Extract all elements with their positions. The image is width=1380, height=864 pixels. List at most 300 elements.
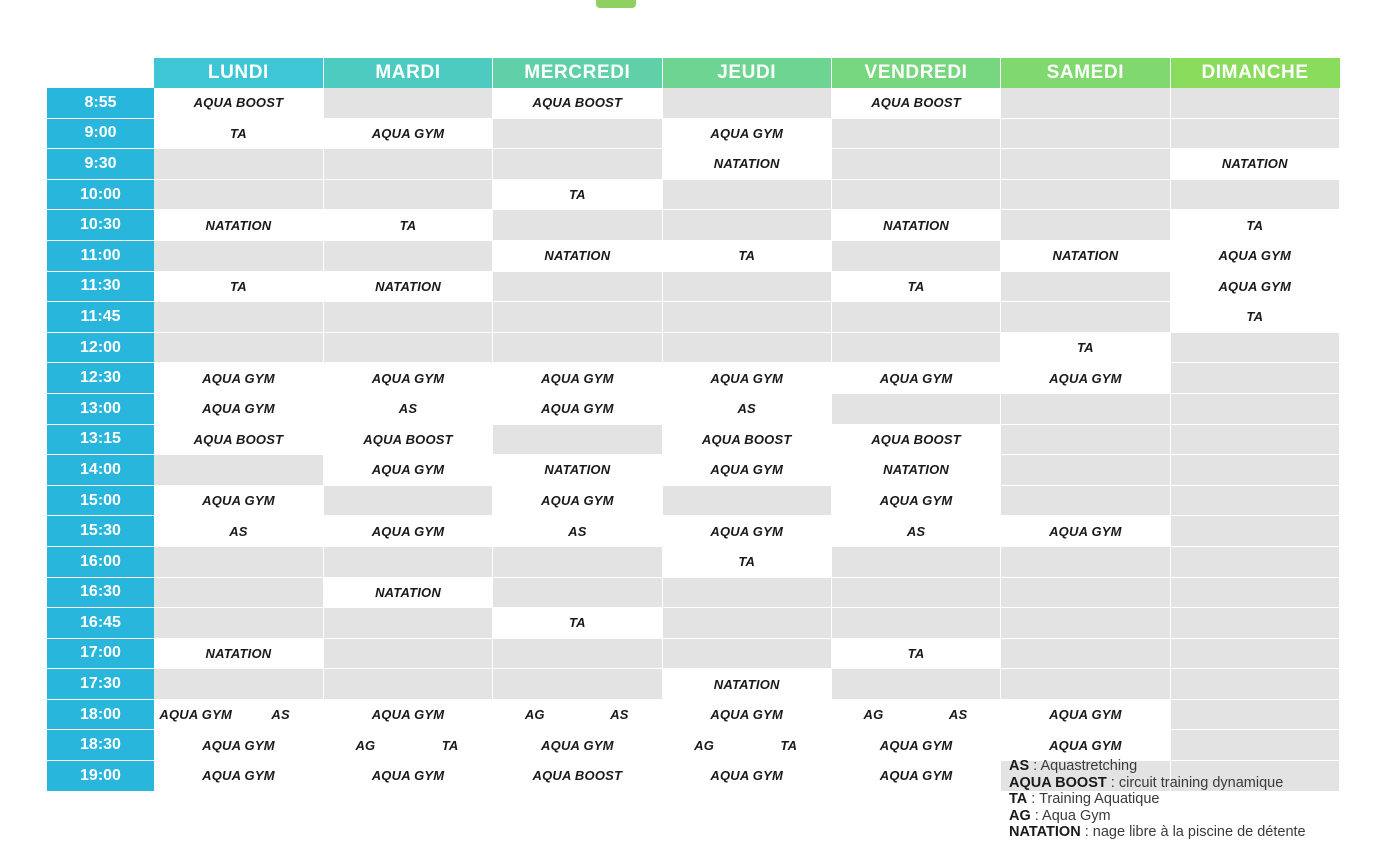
slot-lundi-1145 [154, 302, 323, 333]
activity-label: AQUA GYM [1001, 364, 1169, 393]
schedule-row [47, 608, 1340, 639]
activity-label: TA [663, 547, 831, 576]
slot-samedi-1200[interactable] [1001, 332, 1170, 363]
slot-vendredi-1100 [831, 240, 1000, 271]
slot-lundi-1630 [154, 577, 323, 608]
slot-mardi-1145 [323, 302, 492, 333]
activity-label: TA [832, 272, 1000, 301]
activity-label: AQUA GYM [493, 731, 661, 760]
activity-label: NATATION [493, 455, 661, 484]
slot-lundi-1300[interactable] [154, 393, 323, 424]
activity-label: AQUA GYM [154, 486, 323, 515]
activity-label: AQUA GYM [663, 455, 831, 484]
legend-item [1009, 808, 1359, 825]
slot-vendredi-1030[interactable] [831, 210, 1000, 241]
schedule-row [47, 577, 1340, 608]
slot-mercredi-1730 [493, 669, 662, 700]
slot-mardi-900[interactable] [323, 118, 492, 149]
slot-vendredi-930 [831, 149, 1000, 180]
legend-item [1009, 775, 1359, 792]
activity-label: NATATION [154, 639, 323, 668]
slot-dimanche-1600 [1170, 546, 1339, 577]
activity-label: AQUA BOOST [324, 425, 492, 454]
slot-samedi-1500 [1001, 485, 1170, 516]
legend-code: TA [1009, 791, 1028, 808]
schedule-row [47, 730, 1340, 761]
slot-jeudi-1100[interactable] [662, 240, 831, 271]
legend-code: NATATION [1009, 824, 1081, 841]
activity-label: AS [916, 700, 1000, 729]
schedule-row [47, 424, 1340, 455]
slot-dimanche-1315 [1170, 424, 1339, 455]
activity-label: AQUA GYM [154, 700, 238, 729]
slot-dimanche-1130[interactable] [1170, 271, 1339, 302]
slot-dimanche-930[interactable] [1170, 149, 1339, 180]
slot-mardi-1230[interactable] [323, 363, 492, 394]
slot-mercredi-1645[interactable] [493, 608, 662, 639]
legend-item [1009, 758, 1359, 775]
legend-text: Aqua Gym [1042, 807, 1111, 824]
time-column-header [47, 58, 154, 88]
slot-samedi-1300 [1001, 393, 1170, 424]
slot-jeudi-1200 [662, 332, 831, 363]
slot-lundi-1900[interactable] [154, 761, 323, 792]
slot-jeudi-1030 [662, 210, 831, 241]
slot-lundi-1500[interactable] [154, 485, 323, 516]
slot-lundi-1315[interactable] [154, 424, 323, 455]
slot-jeudi-1530[interactable] [662, 516, 831, 547]
activity-label: AQUA GYM [663, 761, 831, 790]
slot-dimanche-1230 [1170, 363, 1339, 394]
schedule-row [47, 638, 1340, 669]
slot-mercredi-1030 [493, 210, 662, 241]
activity-label: TA [663, 241, 831, 270]
slot-mardi-1315[interactable] [323, 424, 492, 455]
slot-lundi-1530[interactable] [154, 516, 323, 547]
time-label: 17:00 [47, 638, 154, 669]
time-label: 19:00 [47, 761, 154, 792]
slot-samedi-1030 [1001, 210, 1170, 241]
slot-mardi-855 [323, 88, 492, 118]
activity-label: NATATION [1001, 241, 1169, 270]
slot-dimanche-1400 [1170, 455, 1339, 486]
slot-samedi-1645 [1001, 608, 1170, 639]
slot-dimanche-1200 [1170, 332, 1339, 363]
slot-mercredi-1630 [493, 577, 662, 608]
schedule-row [47, 118, 1340, 149]
time-label: 11:45 [47, 302, 154, 333]
activity-label: AQUA GYM [154, 731, 323, 760]
activity-label: TA [747, 731, 831, 760]
legend-code: AS [1009, 758, 1030, 774]
activity-label: TA [324, 211, 492, 240]
schedule-row [47, 271, 1340, 302]
slot-jeudi-900[interactable] [662, 118, 831, 149]
slot-mardi-1800[interactable] [323, 699, 492, 730]
activity-label: AS [238, 700, 322, 729]
slot-vendredi-1800[interactable] [831, 699, 1000, 730]
legend-separator: : [1106, 774, 1119, 791]
activity-label: TA [154, 119, 323, 148]
slot-mercredi-1230[interactable] [493, 363, 662, 394]
slot-lundi-855[interactable] [154, 88, 323, 118]
activity-label: AQUA BOOST [832, 425, 1000, 454]
slot-samedi-1830[interactable] [1001, 730, 1170, 761]
activity-label: AG [324, 731, 408, 760]
slot-dimanche-1530 [1170, 516, 1339, 547]
schedule-row [47, 149, 1340, 180]
slot-jeudi-930[interactable] [662, 149, 831, 180]
activity-label: AQUA BOOST [493, 88, 661, 117]
slot-vendredi-1300 [831, 393, 1000, 424]
activity-label: AS [493, 517, 661, 546]
schedule-row [47, 363, 1340, 394]
slot-vendredi-1315[interactable] [831, 424, 1000, 455]
day-header-jeudi: JEUDI [662, 58, 831, 88]
slot-mardi-1130[interactable] [323, 271, 492, 302]
activity-label: AQUA GYM [1001, 517, 1169, 546]
slot-jeudi-1730[interactable] [662, 669, 831, 700]
activity-label: AQUA GYM [663, 119, 831, 148]
activity-label: AQUA GYM [1171, 241, 1339, 270]
legend-separator: : [1029, 758, 1041, 774]
activity-label: AQUA GYM [324, 761, 492, 790]
slot-vendredi-1530[interactable] [831, 516, 1000, 547]
time-label: 11:00 [47, 240, 154, 271]
slot-samedi-1600 [1001, 546, 1170, 577]
time-label: 15:00 [47, 485, 154, 516]
activity-label: AQUA GYM [1171, 272, 1339, 301]
legend-text: nage libre à la piscine de détente [1092, 824, 1306, 841]
slot-mardi-1200 [323, 332, 492, 363]
slot-dimanche-1145[interactable] [1170, 302, 1339, 333]
slot-mardi-930 [323, 149, 492, 180]
activity-label: AQUA GYM [1001, 700, 1169, 729]
legend-code: AG [1009, 807, 1031, 824]
slot-dimanche-1830 [1170, 730, 1339, 761]
slot-mardi-1730 [323, 669, 492, 700]
slot-jeudi-1300[interactable] [662, 393, 831, 424]
slot-jeudi-1900[interactable] [662, 761, 831, 792]
slot-mercredi-1315 [493, 424, 662, 455]
slot-samedi-900 [1001, 118, 1170, 149]
slot-vendredi-1500[interactable] [831, 485, 1000, 516]
slot-dimanche-1700 [1170, 638, 1339, 669]
slot-vendredi-1830[interactable] [831, 730, 1000, 761]
slot-mercredi-1600 [493, 546, 662, 577]
slot-mardi-1500 [323, 485, 492, 516]
slot-jeudi-1145 [662, 302, 831, 333]
time-label: 12:00 [47, 332, 154, 363]
activity-label: AG [663, 731, 747, 760]
slot-mardi-1300[interactable] [323, 393, 492, 424]
time-label: 16:00 [47, 546, 154, 577]
activity-label: AQUA GYM [154, 364, 323, 393]
schedule-row [47, 393, 1340, 424]
schedule-body [47, 88, 1340, 791]
slot-lundi-1700[interactable] [154, 638, 323, 669]
activity-label: TA [1001, 333, 1169, 362]
activity-label: TA [493, 608, 661, 637]
slot-samedi-1000 [1001, 179, 1170, 210]
slot-lundi-1600 [154, 546, 323, 577]
slot-lundi-1000 [154, 179, 323, 210]
slot-samedi-1730 [1001, 669, 1170, 700]
activity-label: AS [154, 517, 323, 546]
slot-jeudi-1400[interactable] [662, 455, 831, 486]
activity-label: NATATION [663, 670, 831, 699]
slot-mardi-1830[interactable] [323, 730, 492, 761]
slot-mardi-1630[interactable] [323, 577, 492, 608]
slot-vendredi-1130[interactable] [831, 271, 1000, 302]
slot-mercredi-1500[interactable] [493, 485, 662, 516]
time-label: 12:30 [47, 363, 154, 394]
time-label: 8:55 [47, 88, 154, 118]
slot-vendredi-1400[interactable] [831, 455, 1000, 486]
day-header-mercredi: MERCREDI [493, 58, 662, 88]
slot-mardi-1030[interactable] [323, 210, 492, 241]
activity-label: TA [832, 639, 1000, 668]
slot-mercredi-1400[interactable] [493, 455, 662, 486]
activity-label: AQUA GYM [832, 364, 1000, 393]
slot-lundi-1230[interactable] [154, 363, 323, 394]
slot-jeudi-1700 [662, 638, 831, 669]
slot-mercredi-1300[interactable] [493, 393, 662, 424]
activity-label: AQUA BOOST [154, 425, 323, 454]
time-label: 18:00 [47, 699, 154, 730]
slot-lundi-930 [154, 149, 323, 180]
slot-dimanche-1730 [1170, 669, 1339, 700]
activity-label: TA [408, 731, 492, 760]
slot-vendredi-1645 [831, 608, 1000, 639]
time-label: 18:30 [47, 730, 154, 761]
activity-label: NATATION [154, 211, 323, 240]
slot-dimanche-1630 [1170, 577, 1339, 608]
schedule-row [47, 302, 1340, 333]
activity-label: AQUA BOOST [154, 88, 323, 117]
slot-samedi-1530[interactable] [1001, 516, 1170, 547]
schedule-row [47, 669, 1340, 700]
slot-lundi-1100 [154, 240, 323, 271]
slot-dimanche-1100[interactable] [1170, 240, 1339, 271]
activity-label: NATATION [832, 211, 1000, 240]
slot-lundi-1830[interactable] [154, 730, 323, 761]
slot-mercredi-900 [493, 118, 662, 149]
schedule-row [47, 455, 1340, 486]
activity-label: AQUA BOOST [663, 425, 831, 454]
slot-lundi-1200 [154, 332, 323, 363]
slot-jeudi-1000 [662, 179, 831, 210]
slot-jeudi-1500 [662, 485, 831, 516]
slot-vendredi-1700[interactable] [831, 638, 1000, 669]
schedule-row [47, 699, 1340, 730]
slot-samedi-1700 [1001, 638, 1170, 669]
slot-vendredi-1900[interactable] [831, 761, 1000, 792]
slot-samedi-1315 [1001, 424, 1170, 455]
day-header-mardi: MARDI [323, 58, 492, 88]
time-label: 13:00 [47, 393, 154, 424]
slot-lundi-1130[interactable] [154, 271, 323, 302]
schedule-container [47, 58, 1340, 792]
legend-separator: : [1027, 791, 1040, 808]
schedule-row [47, 332, 1340, 363]
activity-label: NATATION [663, 149, 831, 178]
header-row [47, 58, 1340, 88]
slot-mardi-1600 [323, 546, 492, 577]
slot-lundi-1730 [154, 669, 323, 700]
slot-samedi-1630 [1001, 577, 1170, 608]
activity-label: AQUA GYM [324, 700, 492, 729]
schedule-row [47, 210, 1340, 241]
slot-jeudi-1645 [662, 608, 831, 639]
activity-label: AQUA GYM [493, 486, 661, 515]
activity-label: AS [324, 394, 492, 423]
slot-dimanche-855 [1170, 88, 1339, 118]
slot-mercredi-1130 [493, 271, 662, 302]
slot-jeudi-1315[interactable] [662, 424, 831, 455]
activity-label: AQUA GYM [832, 486, 1000, 515]
activity-label: AS [832, 517, 1000, 546]
activity-label: AQUA GYM [154, 761, 323, 790]
slot-mercredi-930 [493, 149, 662, 180]
activity-label: AQUA GYM [832, 761, 1000, 790]
time-label: 9:30 [47, 149, 154, 180]
slot-mercredi-1000[interactable] [493, 179, 662, 210]
slot-mardi-1700 [323, 638, 492, 669]
slot-jeudi-1600[interactable] [662, 546, 831, 577]
time-label: 17:30 [47, 669, 154, 700]
slot-mercredi-1100[interactable] [493, 240, 662, 271]
slot-samedi-930 [1001, 149, 1170, 180]
slot-lundi-1030[interactable] [154, 210, 323, 241]
slot-mardi-1000 [323, 179, 492, 210]
activity-label: AQUA GYM [493, 364, 661, 393]
slot-vendredi-1630 [831, 577, 1000, 608]
slot-lundi-1800[interactable] [154, 699, 323, 730]
slot-mercredi-1530[interactable] [493, 516, 662, 547]
activity-label: AQUA BOOST [832, 88, 1000, 117]
activity-label: NATATION [324, 578, 492, 607]
activity-label: AQUA GYM [324, 364, 492, 393]
slot-vendredi-1145 [831, 302, 1000, 333]
slot-vendredi-1230[interactable] [831, 363, 1000, 394]
slot-samedi-855 [1001, 88, 1170, 118]
activity-label: AQUA GYM [324, 517, 492, 546]
slot-vendredi-1600 [831, 546, 1000, 577]
slot-vendredi-855[interactable] [831, 88, 1000, 118]
activity-label: AQUA GYM [663, 700, 831, 729]
slot-jeudi-1230[interactable] [662, 363, 831, 394]
activity-label: AQUA GYM [493, 394, 661, 423]
slot-samedi-1800[interactable] [1001, 699, 1170, 730]
activity-label: AQUA GYM [154, 394, 323, 423]
day-header-vendredi: VENDREDI [831, 58, 1000, 88]
legend-item [1009, 791, 1359, 808]
slot-jeudi-1630 [662, 577, 831, 608]
slot-dimanche-1030[interactable] [1170, 210, 1339, 241]
time-label: 13:15 [47, 424, 154, 455]
slot-mardi-1645 [323, 608, 492, 639]
activity-label: TA [493, 180, 661, 209]
slot-samedi-1230[interactable] [1001, 363, 1170, 394]
schedule-row [47, 179, 1340, 210]
activity-label: NATATION [1171, 149, 1339, 178]
legend-item [1009, 824, 1359, 841]
slot-samedi-1130 [1001, 271, 1170, 302]
legend-separator: : [1080, 824, 1093, 841]
activity-label: AQUA GYM [1001, 731, 1169, 760]
legend-text: circuit training dynamique [1118, 774, 1284, 791]
activity-label: AQUA GYM [324, 455, 492, 484]
slot-jeudi-1830[interactable] [662, 730, 831, 761]
legend-text: Aquastretching [1040, 758, 1138, 774]
schedule-row [47, 516, 1340, 547]
slot-jeudi-1130 [662, 271, 831, 302]
slot-mardi-1530[interactable] [323, 516, 492, 547]
slot-mercredi-855[interactable] [493, 88, 662, 118]
slot-dimanche-1300 [1170, 393, 1339, 424]
slot-mercredi-1830[interactable] [493, 730, 662, 761]
slot-vendredi-1730 [831, 669, 1000, 700]
slot-samedi-1100[interactable] [1001, 240, 1170, 271]
slot-mardi-1900[interactable] [323, 761, 492, 792]
activity-label: TA [1171, 302, 1339, 331]
slot-jeudi-855 [662, 88, 831, 118]
activity-label: NATATION [493, 241, 661, 270]
time-label: 10:00 [47, 179, 154, 210]
activity-label: AQUA GYM [663, 517, 831, 546]
schedule-table [47, 58, 1340, 792]
activity-label: NATATION [324, 272, 492, 301]
slot-dimanche-1800 [1170, 699, 1339, 730]
activity-label: TA [154, 272, 323, 301]
legend-separator: : [1030, 807, 1043, 824]
slot-mardi-1400[interactable] [323, 455, 492, 486]
slot-lundi-900[interactable] [154, 118, 323, 149]
slot-vendredi-1000 [831, 179, 1000, 210]
schedule-header [47, 58, 1340, 88]
slot-dimanche-900 [1170, 118, 1339, 149]
activity-label: AQUA BOOST [493, 761, 661, 790]
schedule-row [47, 485, 1340, 516]
time-label: 16:30 [47, 577, 154, 608]
slot-lundi-1645 [154, 608, 323, 639]
slot-mercredi-1900[interactable] [493, 761, 662, 792]
activity-label: NATATION [832, 455, 1000, 484]
legend-text: Training Aquatique [1039, 791, 1160, 808]
activity-label: AG [832, 700, 916, 729]
slot-dimanche-1000 [1170, 179, 1339, 210]
slot-vendredi-1200 [831, 332, 1000, 363]
slot-mercredi-1200 [493, 332, 662, 363]
slot-dimanche-1645 [1170, 608, 1339, 639]
slot-vendredi-900 [831, 118, 1000, 149]
day-header-lundi: LUNDI [154, 58, 323, 88]
slot-samedi-1145 [1001, 302, 1170, 333]
time-label: 16:45 [47, 608, 154, 639]
activity-label: AS [577, 700, 661, 729]
slot-jeudi-1800[interactable] [662, 699, 831, 730]
activity-label: AS [663, 394, 831, 423]
legend-code: AQUA BOOST [1009, 774, 1107, 791]
slot-dimanche-1500 [1170, 485, 1339, 516]
activity-label: AG [493, 700, 577, 729]
activity-label: AQUA GYM [832, 731, 1000, 760]
slot-mercredi-1800[interactable] [493, 699, 662, 730]
time-label: 14:00 [47, 455, 154, 486]
schedule-row [47, 240, 1340, 271]
legend [1009, 758, 1359, 841]
